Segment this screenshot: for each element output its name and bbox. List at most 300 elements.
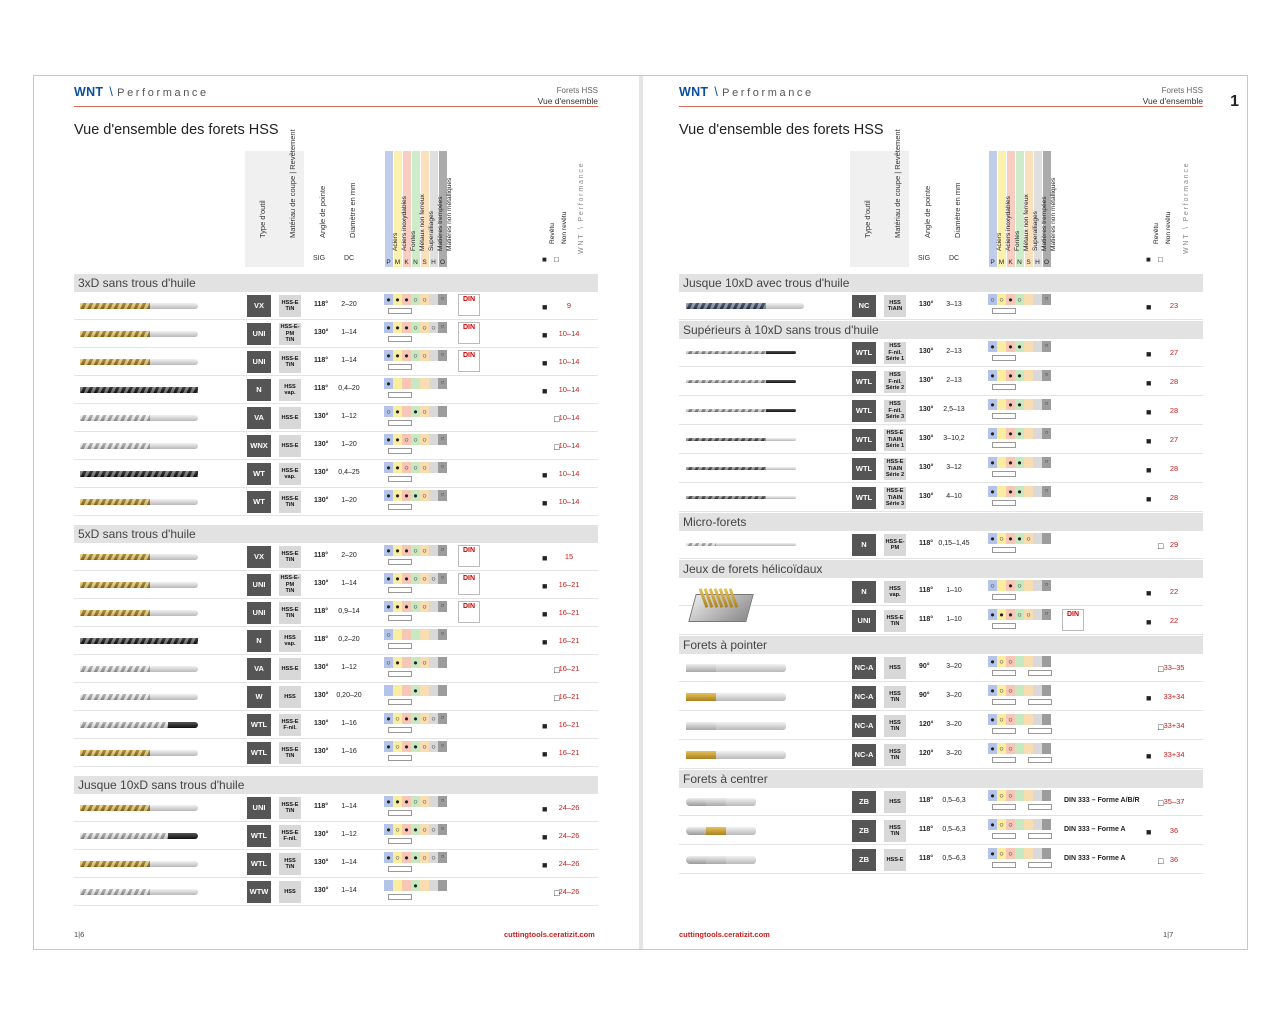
cutting-material-badge [279, 686, 301, 708]
material-letter: O [1043, 259, 1050, 266]
drill-flute-texture [80, 499, 150, 505]
material-subgroup-box-2 [1028, 804, 1052, 810]
cutting-material-line: TiAlN [887, 465, 903, 472]
material-subgroup-box [388, 671, 412, 677]
suitability-cell-n: ○ [411, 601, 420, 612]
suitability-cell-p: ● [988, 609, 997, 620]
cutting-material-badge [279, 351, 301, 373]
cutting-material-badge [279, 881, 301, 903]
section-header: Supérieurs à 10xD sans trous d'huile [679, 321, 1203, 339]
material-subgroup-box [992, 308, 1016, 314]
cutting-material-line: HSS-E [281, 299, 299, 306]
material-subgroup-box [992, 471, 1016, 477]
point-angle: 130° [314, 720, 329, 727]
material-letter: N [413, 259, 418, 266]
suitability-cell-o: ○ [438, 490, 447, 501]
table-row [74, 543, 598, 571]
drill-image [80, 861, 198, 867]
material-subgroup-box [992, 862, 1016, 868]
tool-type-badge: WTL [247, 853, 271, 875]
suitability-cell-o: ○ [1042, 580, 1051, 591]
tool-type-badge: N [852, 581, 876, 603]
din-cone-label: DIN [462, 575, 476, 582]
diameter-range: 1–12 [341, 413, 357, 420]
catalog-page: 16–21 [558, 720, 580, 729]
cutting-material-line: F-nil. [888, 378, 902, 385]
chapter-number: 1 [1230, 93, 1239, 110]
suitability-cell-k: ● [1006, 370, 1015, 381]
catalog-page: 33+34 [1163, 721, 1185, 730]
tool-type-badge: VA [247, 407, 271, 429]
suitability-cell-k: ○ [1006, 819, 1015, 830]
drill-shank [168, 833, 198, 839]
cutting-material-line: HSS-E- [885, 538, 905, 545]
suitability-cell-k: ● [402, 322, 411, 333]
cutting-material-line: F-nil. [888, 349, 902, 356]
suitability-cell-n: ● [411, 406, 420, 417]
table-row [679, 788, 1203, 816]
diameter-range: 3–20 [946, 750, 962, 757]
cutting-material-line: HSS [889, 824, 901, 831]
drill-shank [726, 798, 756, 806]
cutting-material-line: TiN [890, 697, 900, 703]
din-cone-icon [1062, 609, 1084, 631]
cutting-material-badge [884, 534, 906, 556]
suitability-cell-m: ● [393, 796, 402, 807]
catalog-page: 16–21 [558, 748, 580, 757]
suitability-cell-m: ○ [997, 790, 1006, 801]
coating-indicator: □ [554, 888, 560, 898]
suitability-cell-n: ○ [411, 294, 420, 305]
suitability-cell-p: ● [384, 796, 393, 807]
col-wnt [1171, 151, 1190, 267]
drill-shank [766, 303, 804, 309]
material-subgroup-box [388, 308, 412, 314]
suitability-cell-s: ○ [420, 713, 429, 724]
wnt-brand: WNT \ [1183, 221, 1190, 254]
drill-flute-texture [686, 351, 766, 354]
table-row [74, 292, 598, 320]
suitability-cell-p: ● [988, 685, 997, 696]
tool-type-badge: ZB [852, 791, 876, 813]
tool-type-badge: NC-A [852, 744, 876, 766]
cutting-material-line: HSS-E [281, 414, 299, 421]
suitability-cell-k [402, 657, 411, 668]
catalog-page: 10–14 [558, 413, 580, 422]
breadcrumb-page: Vue d'ensemble [1142, 96, 1203, 106]
suitability-cell-m: ● [393, 601, 402, 612]
drill-flute-texture [80, 805, 150, 811]
din-cone-icon [458, 545, 480, 567]
cutting-material-badge [279, 491, 301, 513]
suitability-cell-n: ○ [1015, 294, 1024, 305]
material-subgroup-box [388, 699, 412, 705]
catalog-page: 10–14 [558, 497, 580, 506]
cutting-material-badge [279, 853, 301, 875]
material-subgroup-box [388, 364, 412, 370]
drill-image [80, 387, 198, 393]
cutting-material-line: TiAlN [887, 494, 903, 501]
material-label: Métaux non ferreux [419, 194, 426, 251]
suitability-cell-m: ● [393, 657, 402, 668]
drill-shank [766, 351, 796, 354]
material-suitability [384, 741, 456, 754]
drill-image [80, 359, 198, 365]
material-subgroup-box [388, 392, 412, 398]
material-label: Fontes [1014, 230, 1021, 251]
drill-flute-texture [686, 409, 766, 412]
table-row [679, 339, 1203, 367]
cutting-material-line: TiN [285, 557, 295, 563]
suitability-cell-h [429, 378, 438, 389]
material-label: Aciers inoxydables [1005, 196, 1012, 251]
suitability-cell-h [1033, 294, 1042, 305]
material-subgroup-box [388, 587, 412, 593]
material-suitability [988, 848, 1060, 861]
drill-image [686, 438, 796, 441]
table-row [679, 712, 1203, 740]
material-subgroup-box [992, 728, 1016, 734]
coating-indicator: ■ [542, 804, 548, 814]
table-row [74, 794, 598, 822]
suitability-cell-n: ○ [411, 796, 420, 807]
catalog-page: 16–21 [558, 636, 580, 645]
coating-indicator: ■ [542, 358, 548, 368]
material-suitability [988, 533, 1060, 546]
cutting-material-line: HSS-E [281, 665, 299, 672]
suitability-cell-m: ● [393, 350, 402, 361]
tool-type-badge: N [247, 379, 271, 401]
suitability-cell-n: ● [1015, 533, 1024, 544]
suitability-cell-p: ● [384, 434, 393, 445]
cutting-material-badge [279, 797, 301, 819]
suitability-cell-m: ● [393, 294, 402, 305]
material-col-k [1006, 151, 1021, 267]
cutting-material-badge [279, 323, 301, 345]
coating-indicator: □ [1158, 664, 1164, 674]
suitability-cell-o: ○ [438, 629, 447, 640]
suitability-cell-n: ● [1015, 341, 1024, 352]
material-subgroup-box [992, 670, 1016, 676]
suitability-cell-m: ○ [393, 824, 402, 835]
drill-flute-texture [80, 750, 150, 756]
suitability-cell-n: ○ [1015, 580, 1024, 591]
suitability-cell-p: ● [384, 573, 393, 584]
material-letter: K [1008, 259, 1013, 266]
din-standard: DIN 333 – Forme A/B/R [1064, 797, 1140, 804]
suitability-cell-s: ○ [420, 462, 429, 473]
suitability-cell-p: ● [384, 852, 393, 863]
drill-image [80, 331, 198, 337]
suitability-cell-o: ○ [1042, 294, 1051, 305]
suitability-cell-m: ○ [997, 714, 1006, 725]
suitability-cell-n: ● [1015, 399, 1024, 410]
tool-type-badge: UNI [852, 610, 876, 632]
drill-shank [766, 409, 796, 412]
suitability-cell-k: ● [402, 796, 411, 807]
tool-type-badge: WTL [852, 487, 876, 509]
cutting-material-line: HSS-E [281, 829, 299, 836]
drill-flute-texture [80, 638, 198, 644]
cutting-material-line: HSS [284, 383, 296, 390]
cutting-material-line: HSS-E [281, 801, 299, 808]
point-angle: 130° [919, 301, 934, 308]
drill-image [80, 415, 198, 421]
cutting-material-line: HSS-E [886, 459, 904, 466]
suitability-cell-p: ● [988, 399, 997, 410]
cutting-material-line: F-nil. [283, 725, 297, 731]
suitability-cell-k: ● [1006, 580, 1015, 591]
suitability-cell-n: ○ [411, 434, 420, 445]
tool-type-badge: UNI [247, 797, 271, 819]
drill-shank [150, 750, 198, 756]
drill-shank [150, 694, 198, 700]
suitability-cell-n: ○ [411, 350, 420, 361]
material-subgroup-box [388, 894, 412, 900]
suitability-cell-p: ○ [384, 657, 393, 668]
material-subgroup-box [992, 594, 1016, 600]
material-subgroup-box-2 [1028, 699, 1052, 705]
suitability-cell-s: ○ [420, 601, 429, 612]
diameter-range: 4–10 [946, 493, 962, 500]
catalog-page: 10–14 [558, 469, 580, 478]
cutting-material-line: HSS [889, 798, 901, 805]
din-cone-icon [458, 601, 480, 623]
coated-symbol: ■ [1146, 255, 1151, 264]
cutting-material-line: HSS [284, 693, 296, 700]
cutting-material-badge [279, 630, 301, 652]
point-angle: 130° [314, 441, 329, 448]
drill-center-tip [686, 856, 706, 864]
col-type-label: Type d'outil [258, 200, 267, 238]
cutting-material-badge [884, 458, 906, 480]
diameter-range: 1–14 [341, 803, 357, 810]
tool-type-badge: ZB [852, 849, 876, 871]
material-suitability [988, 714, 1060, 727]
material-label: Aciers inoxydables [401, 196, 408, 251]
col-type [850, 151, 878, 267]
material-label: Superalliages [1032, 211, 1039, 251]
material-letter: M [394, 259, 401, 266]
tool-type-badge: ZB [852, 820, 876, 842]
col-diameter-abbr: DC [948, 255, 960, 262]
cutting-material-line: Série 2 [885, 472, 905, 479]
tool-type-badge: UNI [247, 574, 271, 596]
suitability-cell-n: ○ [411, 573, 420, 584]
catalog-page: 15 [564, 552, 574, 561]
coating-indicator: ■ [1146, 693, 1152, 703]
coating-indicator: ■ [1146, 302, 1152, 312]
suitability-cell-n [1015, 743, 1024, 754]
suitability-cell-o: ○ [438, 824, 447, 835]
cutting-material-badge [884, 400, 906, 422]
cutting-material-badge [884, 657, 906, 679]
brand-name: WNT [679, 85, 709, 99]
suitability-cell-s [1024, 656, 1033, 667]
suitability-cell-p [384, 685, 393, 696]
suitability-cell-n: ● [411, 490, 420, 501]
suitability-cell-p: ● [988, 486, 997, 497]
cutting-material-line: PM [285, 330, 295, 337]
suitability-cell-p: ○ [988, 294, 997, 305]
coating-indicator: ■ [542, 832, 548, 842]
suitability-cell-k: ● [402, 741, 411, 752]
suitability-cell-o: ○ [438, 601, 447, 612]
suitability-cell-p: ● [384, 378, 393, 389]
suitability-cell-m: ○ [393, 741, 402, 752]
suitability-cell-p: ○ [384, 406, 393, 417]
suitability-cell-n: ● [1015, 457, 1024, 468]
material-suitability [988, 341, 1060, 354]
catalog-page: 33–35 [1163, 663, 1185, 672]
right-page [643, 76, 1247, 949]
coating-indicator: ■ [542, 553, 548, 563]
suitability-cell-p: ● [988, 370, 997, 381]
suitability-cell-k [402, 685, 411, 696]
material-label: Matières trempées [1041, 196, 1048, 251]
col-angle [910, 151, 938, 267]
material-subgroup-box [992, 500, 1016, 506]
suitability-cell-m: ● [393, 462, 402, 473]
suitability-cell-n [411, 629, 420, 640]
material-subgroup-box [992, 442, 1016, 448]
suitability-cell-s [420, 685, 429, 696]
col-angle [305, 151, 333, 267]
drill-flute-texture [686, 380, 766, 383]
cutting-material-line: HSS [889, 401, 901, 408]
suitability-cell-s: ○ [420, 434, 429, 445]
suitability-cell-k: ● [402, 713, 411, 724]
drill-image [80, 499, 198, 505]
suitability-cell-p: ● [384, 350, 393, 361]
cutting-material-line: TiN [285, 502, 295, 508]
cutting-material-line: HSS [284, 857, 296, 864]
suitability-cell-h [429, 434, 438, 445]
catalog-page: 10–14 [558, 385, 580, 394]
suitability-cell-s: ○ [420, 573, 429, 584]
coated-label: Revêtu [549, 223, 556, 244]
suitability-cell-s [1024, 743, 1033, 754]
drill-image [80, 750, 198, 756]
suitability-cell-n: ○ [411, 462, 420, 473]
material-subgroup-box-2 [1028, 728, 1052, 734]
drill-image [80, 610, 198, 616]
suitability-cell-o: ○ [438, 294, 447, 305]
drill-image [686, 693, 786, 701]
uncoated-symbol: □ [554, 255, 559, 264]
suitability-cell-h [429, 350, 438, 361]
diameter-range: 3–20 [946, 721, 962, 728]
suitability-cell-h [429, 880, 438, 891]
suitability-cell-n: ○ [411, 545, 420, 556]
suitability-cell-p: ● [988, 457, 997, 468]
suitability-cell-s: ○ [420, 490, 429, 501]
cutting-material-line: TiN [285, 306, 295, 312]
cutting-material-badge [884, 820, 906, 842]
material-suitability [988, 656, 1060, 669]
point-angle: 90° [919, 663, 930, 670]
catalog-page: 35–37 [1163, 797, 1185, 806]
material-suitability [384, 490, 456, 503]
suitability-cell-m [393, 880, 402, 891]
suitability-cell-k: ○ [1006, 685, 1015, 696]
suitability-cell-o: ○ [438, 852, 447, 863]
cutting-material-badge [279, 379, 301, 401]
suitability-cell-s [420, 880, 429, 891]
drill-flute-texture [80, 331, 150, 337]
uncoated-label: Non revêtu [1165, 211, 1172, 244]
suitability-cell-o [438, 657, 447, 668]
din-cone-label: DIN [462, 296, 476, 303]
suitability-cell-o: ○ [438, 434, 447, 445]
col-type-label: Type d'outil [863, 200, 872, 238]
drill-shank [150, 554, 198, 560]
diameter-range: 2–13 [946, 348, 962, 355]
drill-flute-texture [80, 610, 150, 616]
material-suitability [384, 657, 456, 670]
wnt-brand: WNT \ [578, 221, 585, 254]
diameter-range: 0,4–25 [338, 469, 360, 476]
suitability-cell-h [429, 294, 438, 305]
catalog-page: 33+34 [1163, 750, 1185, 759]
drill-shank [150, 805, 198, 811]
brand-separator: \ [109, 85, 114, 99]
cutting-material-line: F-nil. [283, 836, 297, 842]
drill-image [686, 496, 796, 499]
tool-type-badge: NC [852, 295, 876, 317]
suitability-cell-k: ○ [1006, 848, 1015, 859]
tool-type-badge: VX [247, 295, 271, 317]
col-angle-abbr: SIG [312, 255, 326, 262]
table-row [679, 292, 1203, 320]
point-angle: 118° [314, 357, 329, 364]
suitability-cell-m: ○ [997, 819, 1006, 830]
material-subgroup-box [388, 420, 412, 426]
point-angle: 118° [919, 587, 934, 594]
material-strip [384, 151, 456, 267]
suitability-cell-p: ● [384, 545, 393, 556]
suitability-cell-m: ○ [997, 294, 1006, 305]
cutting-material-line: HSS-E [281, 746, 299, 753]
diameter-range: 1–16 [341, 720, 357, 727]
suitability-cell-o: ○ [438, 573, 447, 584]
suitability-cell-n [1015, 790, 1024, 801]
drill-image [686, 856, 756, 864]
drill-shank [150, 582, 198, 588]
suitability-cell-o: ○ [438, 545, 447, 556]
suitability-cell-k: ○ [1006, 656, 1015, 667]
suitability-cell-p [384, 880, 393, 891]
drill-image [80, 303, 198, 309]
suitability-cell-h [429, 796, 438, 807]
cutting-material-line: HSS [889, 343, 901, 350]
suitability-cell-o [1042, 656, 1051, 667]
tool-type-badge: WT [247, 491, 271, 513]
suitability-cell-n: ● [411, 852, 420, 863]
suitability-cell-k: ● [1006, 399, 1015, 410]
coating-indicator: ■ [542, 330, 548, 340]
suitability-cell-h: ○ [429, 824, 438, 835]
din-cone-icon [458, 294, 480, 316]
cutting-material-line: HSS-E [886, 488, 904, 495]
diameter-range: 0,9–14 [338, 608, 360, 615]
suitability-cell-k: ● [402, 573, 411, 584]
table-row [74, 739, 598, 767]
diameter-range: 2,5–13 [943, 406, 965, 413]
drill-shank [150, 331, 198, 337]
footer-url: cuttingtools.ceratizit.com [504, 930, 595, 939]
drill-image [80, 722, 198, 728]
